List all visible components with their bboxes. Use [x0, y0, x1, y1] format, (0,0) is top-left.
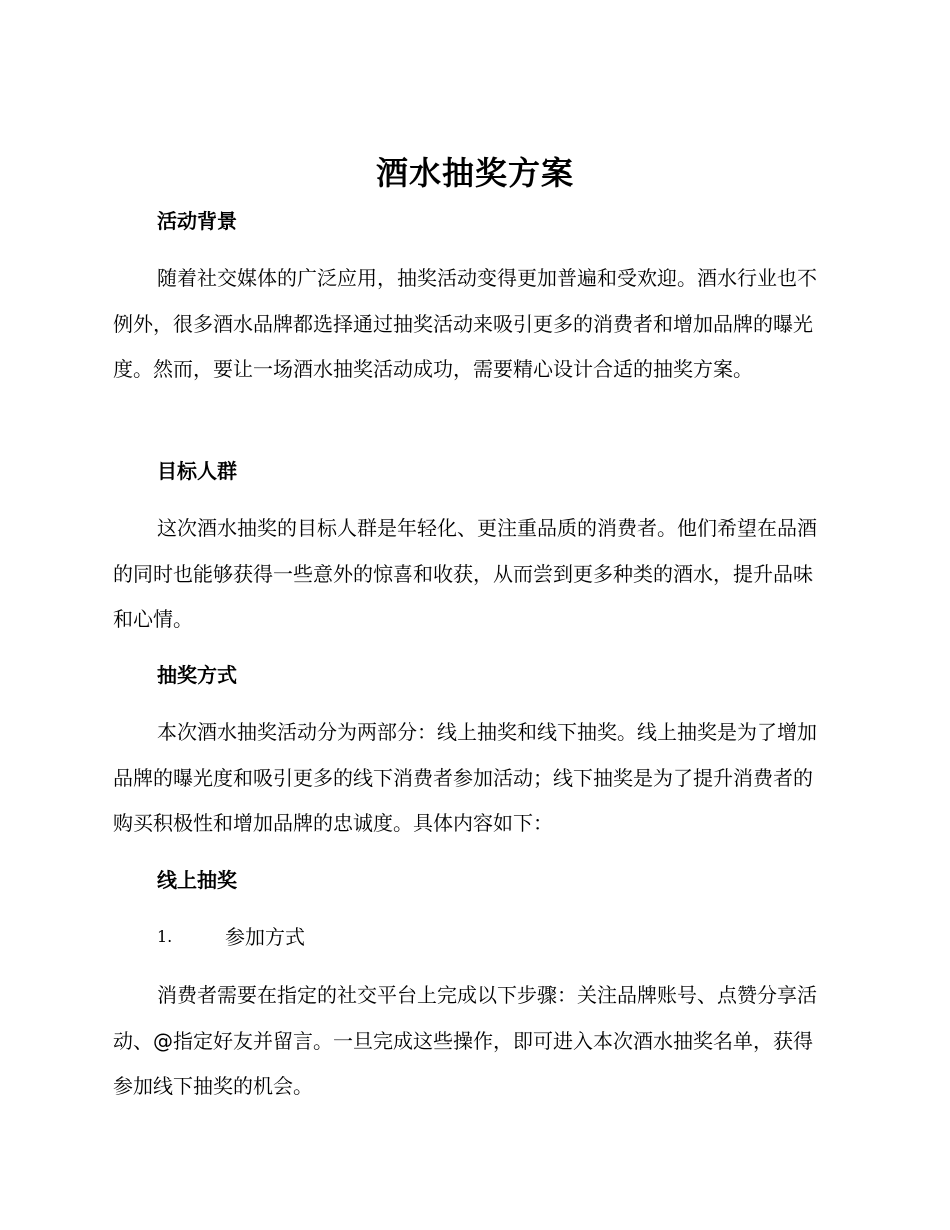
document-title: 酒水抽奖方案 [375, 154, 574, 192]
section-paragraph-target-audience: 这次酒水抽奖的目标人群是年轻化、更注重品质的消费者。他们希望在品酒的同时也能够获得一些意外的惊喜和收获，从而尝到更多种类的酒水，提升品味和心情。 [113, 516, 817, 631]
section-heading-target-audience: 目标人群 [157, 459, 237, 483]
section-heading-background: 活动背景 [157, 209, 237, 233]
section-paragraph-draw-method: 本次酒水抽奖活动分为两部分：线上抽奖和线下抽奖。线上抽奖是为了增加品牌的曝光度和吸引更多的线下消费者参加活动；线下抽奖是为了提升消费者的购买积极性和增加品牌的忠诚度。具体内容如下： [113, 720, 817, 835]
list-item-number: 1. [157, 927, 173, 946]
section-heading-online-draw: 线上抽奖 [157, 868, 237, 892]
list-item-text: 参加方式 [225, 925, 305, 949]
section-paragraph-background: 随着社交媒体的广泛应用，抽奖活动变得更加普遍和受欢迎。酒水行业也不例外，很多酒水品牌都选择通过抽奖活动来吸引更多的消费者和增加品牌的曝光度。然而，要让一场酒水抽奖活动成功，需要精心设计合适的抽奖方案。 [113, 266, 817, 381]
section-heading-draw-method: 抽奖方式 [157, 663, 237, 687]
participation-paragraph: 消费者需要在指定的社交平台上完成以下步骤：关注品牌账号、点赞分享活动、@指定好友并留言。一旦完成这些操作，即可进入本次酒水抽奖名单，获得参加线下抽奖的机会。 [113, 983, 817, 1098]
